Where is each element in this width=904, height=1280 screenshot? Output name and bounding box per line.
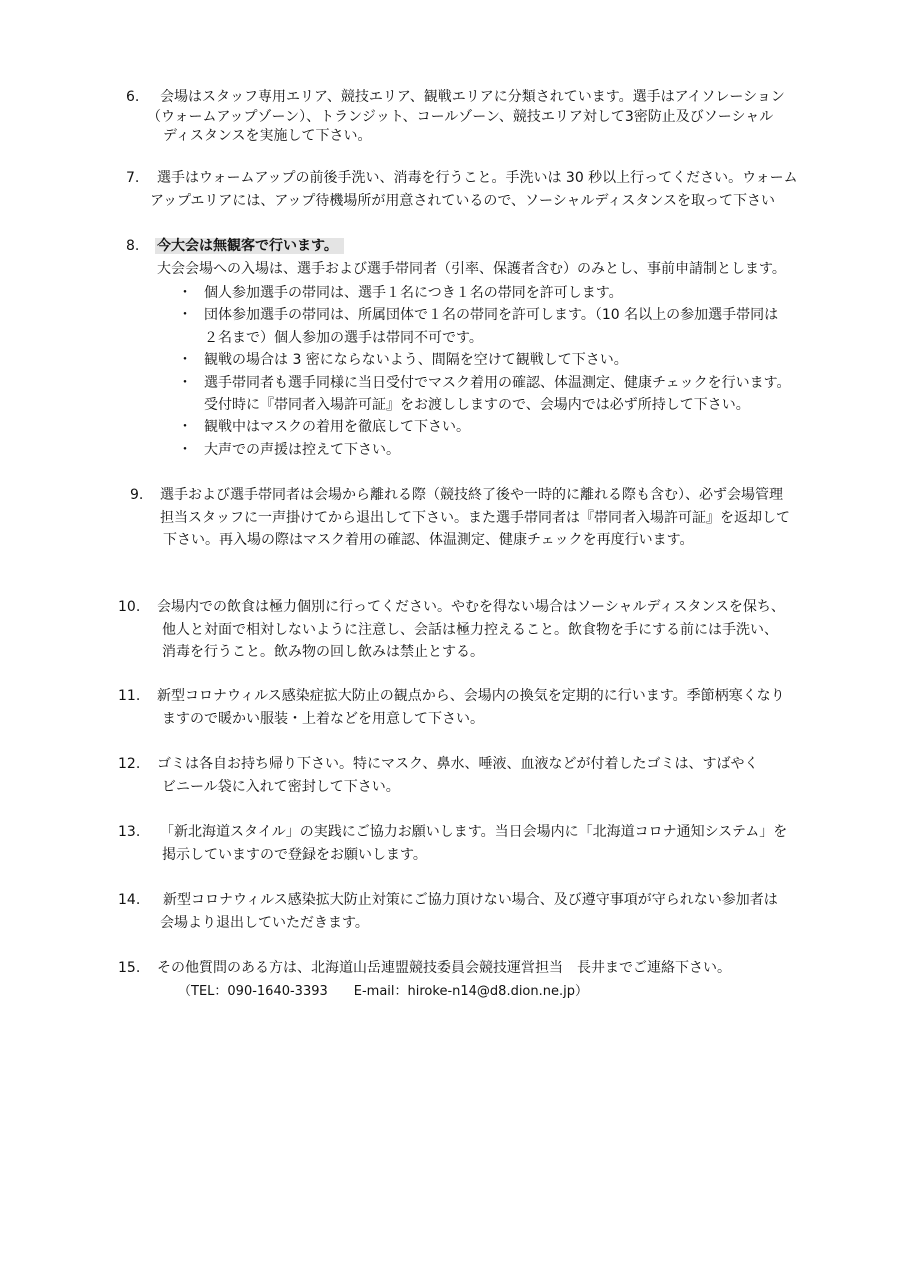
bullet-text: 大声での声援は控えて下さい。 xyxy=(204,442,400,458)
item-number: 15. xyxy=(118,960,141,976)
bullet-text: 観戦の場合は 3 密にならないよう、間隔を空けて観戦して下さい。 xyxy=(204,352,628,368)
item-text-line: ますので暖かい服装・上着などを用意して下さい。 xyxy=(162,711,484,727)
item-text-line: 新型コロナウィルス感染拡大防止対策にご協力頂けない場合、及び遵守事項が守られない参加者は xyxy=(163,892,778,908)
item-text-line: ビニール袋に入れて密封して下さい。 xyxy=(162,779,400,795)
bullet-mark: ・ xyxy=(178,285,192,301)
item-number: 11. xyxy=(118,688,141,704)
item-number: 6. xyxy=(126,89,140,105)
section-heading xyxy=(155,236,344,256)
item-text-line: 下さい。再入場の際はマスク着用の確認、体温測定、健康チェックを再度行います。 xyxy=(163,532,694,548)
item-number: 8. xyxy=(126,238,140,254)
item-number: 12. xyxy=(118,756,141,772)
item-number: 7. xyxy=(126,170,140,186)
item-text-line: 会場より退出していただきます。 xyxy=(160,915,369,931)
item-text-line: ディスタンスを実施して下さい。 xyxy=(163,128,372,144)
item-text-line: 消毒を行うこと。飲み物の回し飲みは禁止とする。 xyxy=(162,644,484,660)
item-number: 9. xyxy=(130,487,144,503)
bullet-text-continued: 受付時に『帯同者入場許可証』をお渡ししますので、会場内では必ず所持して下さい。 xyxy=(204,397,750,413)
item-text-line: （ウォームアップゾーン）、トランジット、コールゾーン、競技エリア対して3密防止及びソーシャル xyxy=(147,109,774,125)
item-intro-line: 大会会場への入場は、選手および選手帯同者（引率、保護者含む）のみとし、事前申請制とします。 xyxy=(157,261,786,277)
item-text-line: その他質問のある方は、北海道山岳連盟競技委員会競技運営担当 長井までご連絡下さい。 xyxy=(157,960,731,976)
item-text-line: 他人と対面で相対しないように注意し、会話は極力控えること。飲食物を手にする前には手洗い、 xyxy=(162,622,778,638)
bullet-text: 選手帯同者も選手同様に当日受付でマスク着用の確認、体温測定、健康チェックを行います。 xyxy=(204,375,791,391)
bullet-text-continued: ２名まで）個人参加の選手は帯同不可です。 xyxy=(204,330,483,346)
bullet-mark: ・ xyxy=(178,375,192,391)
item-number: 13. xyxy=(118,824,141,840)
item-text-line: 会場内での飲食は極力個別に行ってください。やむを得ない場合はソーシャルディスタンスを保ち、 xyxy=(157,599,785,615)
item-text-line: 会場はスタッフ専用エリア、競技エリア、観戦エリアに分類されています。選手はアイソレーション xyxy=(160,89,785,105)
bullet-mark: ・ xyxy=(178,307,192,323)
bullet-text: 観戦中はマスクの着用を徹底して下さい。 xyxy=(204,419,470,435)
item-number: 14. xyxy=(118,892,141,908)
item-text-line: 新型コロナウィルス感染症拡大防止の観点から、会場内の換気を定期的に行います。季節柄寒くなり xyxy=(157,688,785,704)
item-text-line: 選手はウォームアップの前後手洗い、消毒を行うこと。手洗いは 30 秒以上行ってください。ウォーム xyxy=(157,170,798,186)
item-text-line: 担当スタッフに一声掛けてから退出して下さい。また選手帯同者は『帯同者入場許可証』を返却して xyxy=(160,510,790,526)
item-text-line: 「新北海道スタイル」の実践にご協力お願いします。当日会場内に「北海道コロナ通知システム」を xyxy=(160,824,788,840)
item-text-line: 選手および選手帯同者は会場から離れる際（競技終了後や一時的に離れる際も含む）、必ず会場管理 xyxy=(160,487,783,503)
item-text-line: ゴミは各自お持ち帰り下さい。特にマスク、鼻水、唾液、血液などが付着したゴミは、すばやく xyxy=(157,756,759,772)
item-text-line: アップエリアには、アップ待機場所が用意されているので、ソーシャルディスタンスを取って下さい xyxy=(150,193,775,209)
bullet-text: 個人参加選手の帯同は、選手１名につき１名の帯同を許可します。 xyxy=(204,285,623,301)
bullet-mark: ・ xyxy=(178,352,192,368)
bullet-mark: ・ xyxy=(178,419,192,435)
item-text-line: 掲示していますので登録をお願いします。 xyxy=(162,847,427,863)
bullet-text: 団体参加選手の帯同は、所属団体で１名の帯同を許可します。（10 名以上の参加選手帯同は xyxy=(204,307,779,323)
item-number: 10. xyxy=(118,599,141,615)
contact-info: （TEL：090-1640-3393 E-mail：hiroke-n14@d8.dion.ne.jp） xyxy=(178,984,588,999)
bullet-mark: ・ xyxy=(178,442,192,458)
highlighted-heading: 今大会は無観客で行います。 xyxy=(155,238,344,254)
